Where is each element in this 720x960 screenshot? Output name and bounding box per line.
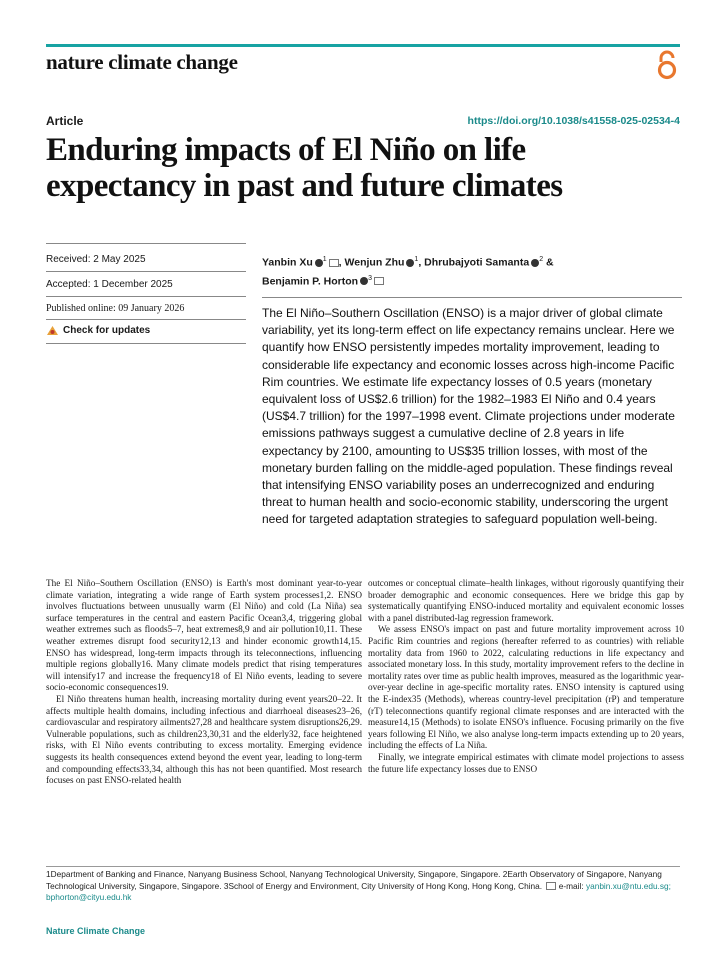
check-updates-icon bbox=[46, 325, 59, 336]
abstract: The El Niño–Southern Oscillation (ENSO) is a major driver of global climate variability, yet its long-term effect on life expectancy remains unclear. Here we quantify how ENSO persistently impedes mortality improvement, leading to considerable life expectancy and economic losses across high-income Pacific Rim countries. We estimate life expectancy losses of 0.5 years (monetary equivalent loss of US$2.6 trillion) for the 1982–1983 El Niño and 0.4 years (US$4.7 trillion) for the 1997–1998 event. Climate projections under moderate emissions pathways suggest a cumulative decline of 2.8 years in life expectancy by 2100, amounting to US$35 trillion losses, with most of the monetary burden falling on the middle-aged population. These findings reveal that intensifying ENSO variability poses an underrecognized and enduring threat to human health and socio-economic stability, underscoring the urgent need for targeted adaptation strategies to safeguard population well-being. bbox=[262, 306, 675, 527]
orcid-icon[interactable] bbox=[531, 259, 539, 267]
received-date: Received: 2 May 2025 bbox=[46, 254, 146, 265]
orcid-icon[interactable] bbox=[360, 277, 368, 285]
divider bbox=[46, 319, 246, 320]
body-column-left bbox=[46, 578, 362, 787]
divider bbox=[46, 296, 246, 297]
published-date: Published online: 09 January 2026 bbox=[46, 303, 185, 314]
doi-link[interactable]: https://doi.org/10.1038/s41558-025-02534-4 bbox=[467, 115, 680, 127]
accepted-date: Accepted: 1 December 2025 bbox=[46, 279, 173, 290]
email-label: e-mail: bbox=[558, 880, 584, 891]
affiliation-number: 3 bbox=[368, 274, 372, 282]
author-list: Yanbin Xu $^1$ , Wenjun Zhu $^1$, Dhrubajyoti Samanta $^2$ & Benjamin P. Horton $^3$ bbox=[262, 256, 554, 287]
author-name[interactable]: Benjamin P. Horton bbox=[262, 275, 359, 287]
affiliations-footnote bbox=[46, 869, 680, 904]
affiliations: 1Department of Banking and Finance, Nanyang Business School, Nanyang Technological University, Singapore, Singapore. 2Earth Observatory of Singapore, Nanyang Technological University, Singapore, Singapore. 3School of Energy and Environment, City University of Hong Kong, Hong Kong, China. bbox=[46, 869, 662, 891]
author-separator: & bbox=[546, 256, 554, 269]
affiliation-number: 1 bbox=[322, 256, 327, 263]
email-icon[interactable] bbox=[329, 259, 339, 267]
body-paragraph: The El Niño–Southern Oscillation (ENSO) is Earth's most dominant year-to-year climate variation, integrating a wide range of Earth system processes1,2. ENSO involves fluctuations between unusually warm (El Niño) and cold (La Niña) sea surface temperatures in the central and eastern Pacific Ocean3,4, triggering global weather extremes such as floods5–7, heat extremes8,9 and air pollution10,11. These weather extremes disrupt food security12,13 and hinder economic growth14,15. ENSO has widespread, long-term impacts through its teleconnections, influencing multiple regions globally16. Many climate models predict that rising temperatures will intensify17 and increase the frequency18 of El Niño events, leading to severe socio-economic consequences19. bbox=[46, 578, 362, 693]
divider bbox=[46, 866, 680, 867]
article-title: Enduring impacts of El Niño on life expectancy in past and future climates bbox=[46, 132, 563, 204]
affiliation-number: 1 bbox=[414, 256, 419, 263]
divider bbox=[262, 297, 682, 298]
author-name[interactable]: Wenjun Zhu bbox=[344, 256, 405, 269]
email-links[interactable]: yanbin.xu@ntu.edu.sg; bphorton@cityu.edu.hk bbox=[46, 880, 671, 902]
divider bbox=[46, 343, 246, 344]
body-paragraph: Finally, we integrate empirical estimates with climate model projections to assess the future life expectancy losses due to ENSO bbox=[368, 751, 684, 774]
check-updates-label: Check for updates bbox=[63, 325, 151, 336]
journal-name: nature climate change bbox=[46, 50, 238, 74]
check-updates-button[interactable] bbox=[46, 325, 246, 336]
divider bbox=[46, 271, 246, 272]
body-paragraph: outcomes or conceptual climate–health linkages, without rigorously quantifying their broader demographic and economic consequences. Here we bridge this gap by systematically quantifying ENSO-induced mortality and equivalent economic losses with a panel distributed-lag regression framework. bbox=[368, 578, 684, 623]
orcid-icon[interactable] bbox=[315, 259, 323, 267]
footer-journal-name: Nature Climate Change bbox=[46, 926, 146, 936]
body-paragraph: We assess ENSO's impact on past and future mortality improvement across 10 Pacific Rim countries and regions (hereafter referred to as countries) with reliable mortality data from 1960 to 2022, calculating reductions in life expectancy and associated monetary loss. In this study, mortality improvement refers to the decline in mortality rates over time as public health improves, measured as the logarithmic year-over-year decline in age-specific mortality rates. ENSO intensity is captured using the E-index35 (Methods), whereas country-level precipitation (rP) and temperature (rT) teleconnections quantify regional climate responses and are interacted with the measure14,15 (Methods) to isolate ENSO's influence. Focusing primarily on the five years following El Niño, we also analyse long-term impacts extending up to 20 years, including the effects of La Niña. bbox=[368, 624, 684, 751]
author-name[interactable]: Dhrubajyoti Samanta bbox=[424, 256, 530, 269]
journal-accent-bar bbox=[46, 44, 680, 47]
author-name[interactable]: Yanbin Xu bbox=[262, 256, 313, 269]
affiliation-number: 2 bbox=[539, 256, 544, 263]
body-paragraph: El Niño threatens human health, increasing mortality during event years20–22. It affects multiple health domains, including infectious and diarrhoeal diseases23–26, cardiovascular and respiratory ailments27,28 and healthcare system disruptions26,29. Vulnerable populations, such as children23,30,31 and the elderly32, face heightened risks, with El Niño events contributing to excess mortality. Emerging evidence suggests its health consequences extend beyond the event year, leading to long-term and compounding effects33,34, although this has not been quantified. Most research focuses on past ENSO-related health bbox=[46, 693, 362, 786]
open-access-icon bbox=[656, 50, 678, 80]
divider bbox=[46, 243, 246, 244]
article-type: Article bbox=[46, 114, 84, 128]
email-icon[interactable] bbox=[374, 277, 384, 285]
email-icon bbox=[546, 882, 556, 890]
body-column-right bbox=[368, 578, 684, 775]
